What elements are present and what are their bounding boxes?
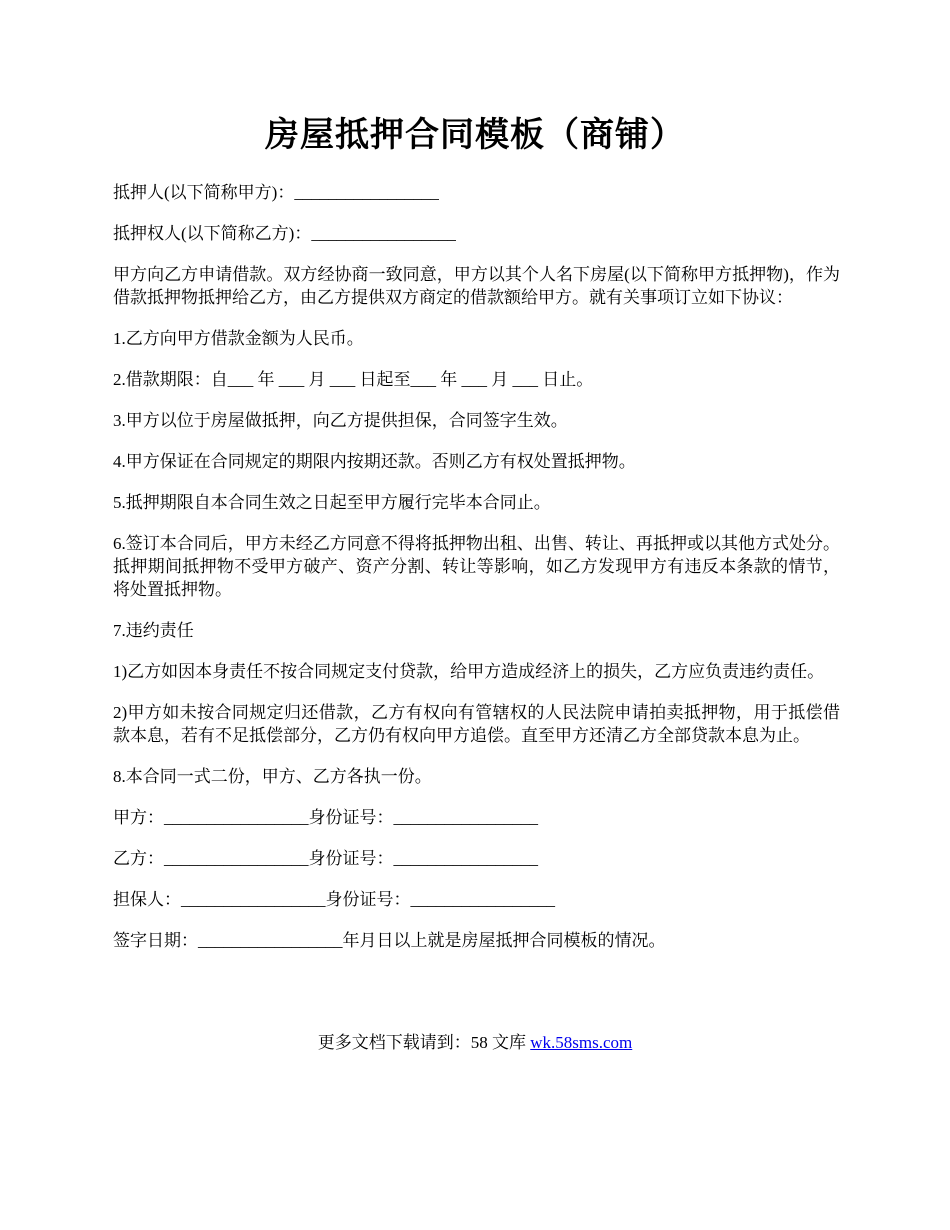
guarantor-signature-line: 担保人：_________________身份证号：_________________	[113, 890, 555, 909]
footer-prefix: 更多文档下载请到：58 文库	[317, 1033, 531, 1052]
preamble-paragraph: 甲方向乙方申请借款。双方经协商一致同意，甲方以其个人名下房屋(以下简称甲方抵押物)，作为借款抵押物抵押给乙方，由乙方提供双方商定的借款额给甲方。就有关事项订立如下协议：	[113, 265, 840, 307]
footer	[0, 1031, 950, 1055]
clause-7-item-1: 1)乙方如因本身责任不按合同规定支付贷款，给甲方造成经济上的损失，乙方应负责违约责任。	[113, 662, 825, 681]
clause-7-item-2: 2)甲方如未按合同规定归还借款，乙方有权向有管辖权的人民法院申请拍卖抵押物，用于抵偿借款本息，若有不足抵偿部分，乙方仍有权向甲方追偿。直至甲方还清乙方全部贷款本息为止。	[113, 703, 840, 745]
clause-6: 6.签订本合同后，甲方未经乙方同意不得将抵押物出租、出售、转让、再抵押或以其他方式处分。抵押期间抵押物不受甲方破产、资产分割、转让等影响，如乙方发现甲方有违反本条款的情节，将处置抵押物。	[113, 534, 840, 599]
mortgagor-line: 抵押人(以下简称甲方)：_________________	[113, 183, 439, 202]
clause-4: 4.甲方保证在合同规定的期限内按期还款。否则乙方有权处置抵押物。	[113, 452, 636, 471]
clause-2: 2.借款期限：自___ 年 ___ 月 ___ 日起至___ 年 ___ 月 ___ 日止。	[113, 370, 594, 389]
signing-date-line: 签字日期：_________________年月日以上就是房屋抵押合同模板的情况。	[113, 931, 666, 950]
footer-link[interactable]: wk.58sms.com	[530, 1033, 633, 1052]
mortgagee-line: 抵押权人(以下简称乙方)：_________________	[113, 224, 456, 243]
clause-1: 1.乙方向甲方借款金额为人民币。	[113, 329, 364, 348]
document-title: 房屋抵押合同模板（商铺）	[265, 117, 685, 154]
party-a-signature-line: 甲方：_________________身份证号：_________________	[113, 808, 538, 827]
clause-8: 8.本合同一式二份，甲方、乙方各执一份。	[113, 767, 432, 786]
document-body	[113, 181, 840, 970]
clause-3: 3.甲方以位于房屋做抵押，向乙方提供担保，合同签字生效。	[113, 411, 568, 430]
party-b-signature-line: 乙方：_________________身份证号：_________________	[113, 849, 538, 868]
clause-7-heading: 7.违约责任	[113, 621, 194, 640]
clause-5: 5.抵押期限自本合同生效之日起至甲方履行完毕本合同止。	[113, 493, 551, 512]
